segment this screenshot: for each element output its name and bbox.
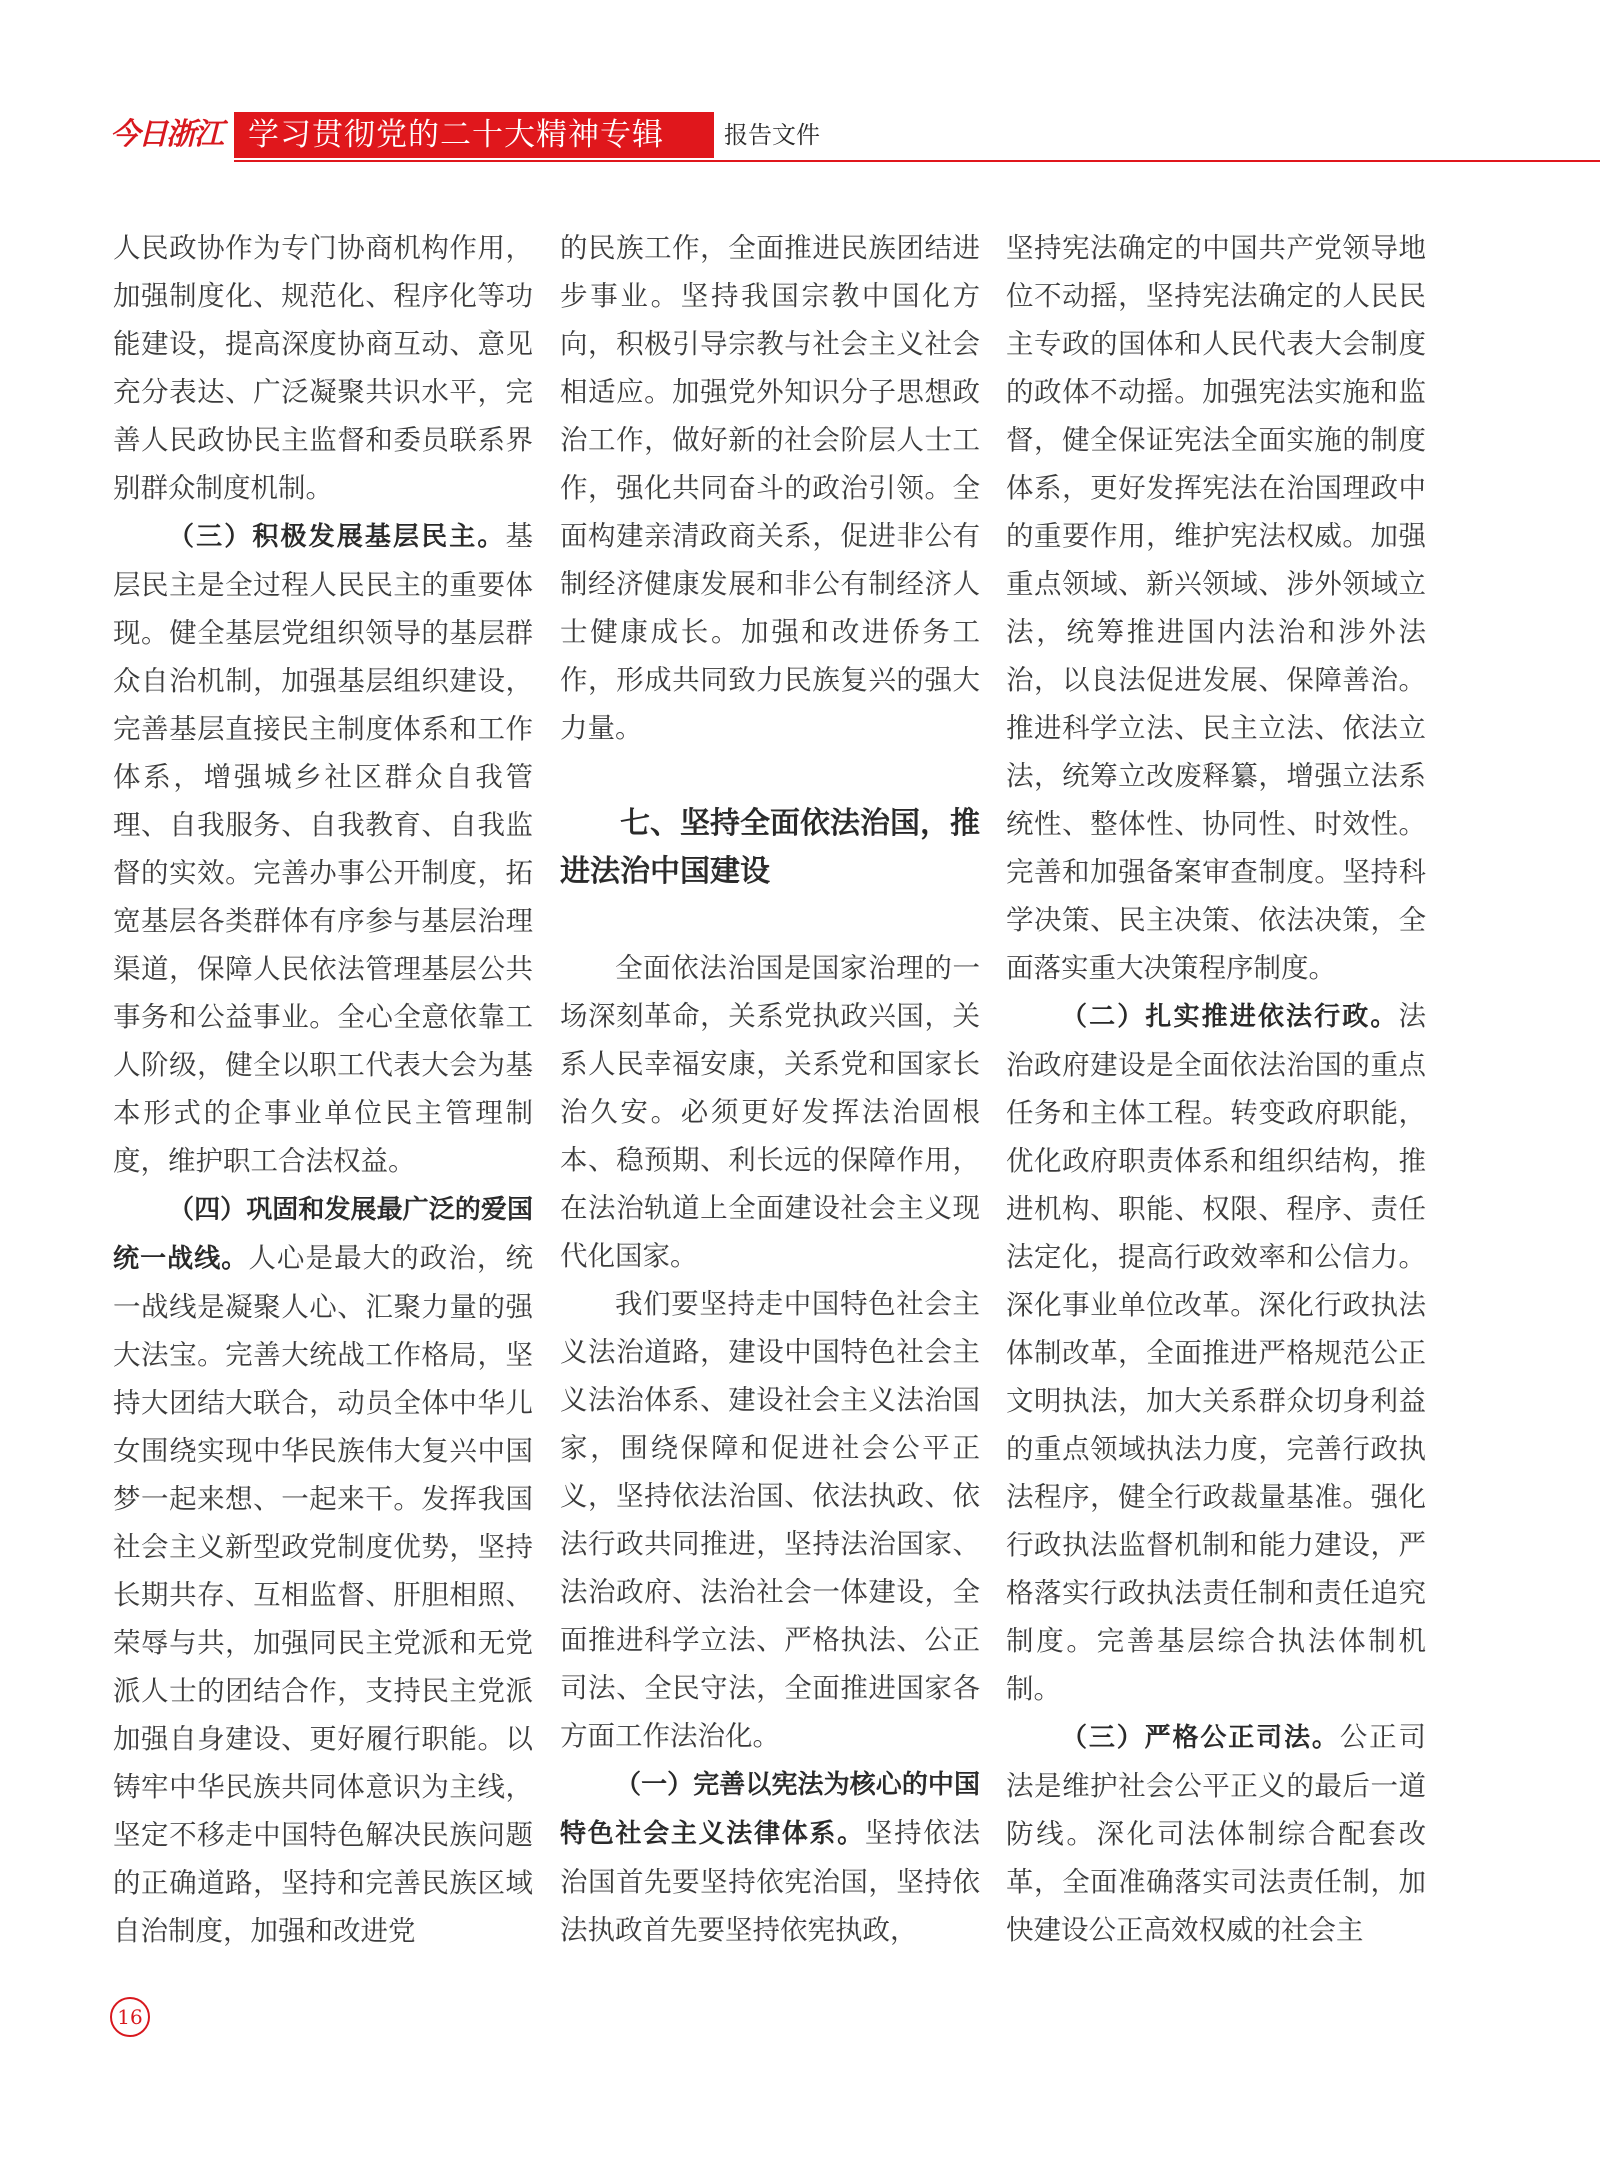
- paragraph: （一）完善以宪法为核心的中国特色社会主义法律体系。坚持依法治国首先要坚持依宪治国，坚持依法执政首先要坚持依宪执政，: [560, 1770, 980, 1946]
- paragraph: 的民族工作，全面推进民族团结进步事业。坚持我国宗教中国化方向，积极引导宗教与社会主义社会相适应。加强党外知识分子思想政治工作，做好新的社会阶层人士工作，强化共同奋斗的政治引领。全面构建亲清政商关系，促进非公有制经济健康发展和非公有制经济人士健康成长。加强和改进侨务工作，形成共同致力民族复兴的强大力量。: [560, 232, 980, 744]
- section-label: 报告文件: [724, 121, 820, 149]
- subheading: （四）巩固和发展最广泛的爱国统一战线。: [113, 1195, 533, 1274]
- text-column-1: [113, 224, 533, 1955]
- header-rule: [234, 160, 1600, 162]
- special-issue-banner: 学习贯彻党的二十大精神专辑: [234, 112, 714, 158]
- paragraph: （三）积极发展基层民主。基层民主是全过程人民民主的重要体现。健全基层党组织领导的基层群众自治机制，加强基层组织建设，完善基层直接民主制度体系和工作体系，增强城乡社区群众自我管理、自我服务、自我教育、自我监督的实效。完善办事公开制度，拓宽基层各类群体有序参与基层治理渠道，保障人民依法管理基层公共事务和公益事业。全心全意依靠工人阶级，健全以职工代表大会为基本形式的企事业单位民主管理制度，维护职工合法权益。: [113, 520, 533, 1177]
- section-heading: 七、坚持全面依法治国，推进法治中国建设: [560, 806, 980, 889]
- subheading: （三）严格公正司法。: [1061, 1723, 1340, 1753]
- page-number: 16: [110, 1997, 150, 2037]
- paragraph: 坚持宪法确定的中国共产党领导地位不动摇，坚持宪法确定的人民民主专政的国体和人民代表大会制度的政体不动摇。加强宪法实施和监督，健全保证宪法全面实施的制度体系，更好发挥宪法在治国理政中的重要作用，维护宪法权威。加强重点领域、新兴领域、涉外领域立法，统筹推进国内法治和涉外法治，以良法促进发展、保障善治。推进科学立法、民主立法、依法立法，统筹立改废释纂，增强立法系统性、整体性、协同性、时效性。完善和加强备案审查制度。坚持科学决策、民主决策、依法决策，全面落实重大决策程序制度。: [1006, 232, 1426, 984]
- text-column-2: [560, 224, 980, 1954]
- subheading: （三）积极发展基层民主。: [168, 522, 506, 552]
- paragraph: （三）严格公正司法。公正司法是维护社会公平正义的最后一道防线。深化司法体制综合配套改革，全面准确落实司法责任制，加快建设公正高效权威的社会主: [1006, 1721, 1426, 1946]
- subheading: （一）完善以宪法为核心的中国特色社会主义法律体系。: [560, 1770, 980, 1849]
- text-column-3: [1006, 224, 1426, 1954]
- subheading: （二）扎实推进依法行政。: [1061, 1002, 1399, 1032]
- paragraph: （四）巩固和发展最广泛的爱国统一战线。人心是最大的政治，统一战线是凝聚人心、汇聚力量的强大法宝。完善大统战工作格局，坚持大团结大联合，动员全体中华儿女围绕实现中华民族伟大复兴中国梦一起来想、一起来干。发挥我国社会主义新型政党制度优势，坚持长期共存、互相监督、肝胆相照、荣辱与共，加强同民主党派和无党派人士的团结合作，支持民主党派加强自身建设、更好履行职能。以铸牢中华民族共同体意识为主线，坚定不移走中国特色解决民族问题的正确道路，坚持和完善民族区域自治制度，加强和改进党: [113, 1195, 533, 1947]
- paragraph: 我们要坚持走中国特色社会主义法治道路，建设中国特色社会主义法治体系、建设社会主义法治国家，围绕保障和促进社会公平正义，坚持依法治国、依法执政、依法行政共同推进，坚持法治国家、法治政府、法治社会一体建设，全面推进科学立法、严格执法、公正司法、全民守法，全面推进国家各方面工作法治化。: [560, 1288, 980, 1752]
- magazine-logo: 今日浙江: [110, 117, 222, 152]
- paragraph: 人民政协作为专门协商机构作用，加强制度化、规范化、程序化等功能建设，提高深度协商互动、意见充分表达、广泛凝聚共识水平，完善人民政协民主监督和委员联系界别群众制度机制。: [113, 232, 533, 504]
- paragraph: 全面依法治国是国家治理的一场深刻革命，关系党执政兴国，关系人民幸福安康，关系党和国家长治久安。必须更好发挥法治固根本、稳预期、利长远的保障作用，在法治轨道上全面建设社会主义现代化国家。: [560, 952, 980, 1272]
- paragraph: （二）扎实推进依法行政。法治政府建设是全面依法治国的重点任务和主体工程。转变政府职能，优化政府职责体系和组织结构，推进机构、职能、权限、程序、责任法定化，提高行政效率和公信力。深化事业单位改革。深化行政执法体制改革，全面推进严格规范公正文明执法，加大关系群众切身利益的重点领域执法力度，完善行政执法程序，健全行政裁量基准。强化行政执法监督机制和能力建设，严格落实行政执法责任制和责任追究制度。完善基层综合执法体制机制。: [1006, 1000, 1426, 1705]
- page-header: [110, 112, 1600, 158]
